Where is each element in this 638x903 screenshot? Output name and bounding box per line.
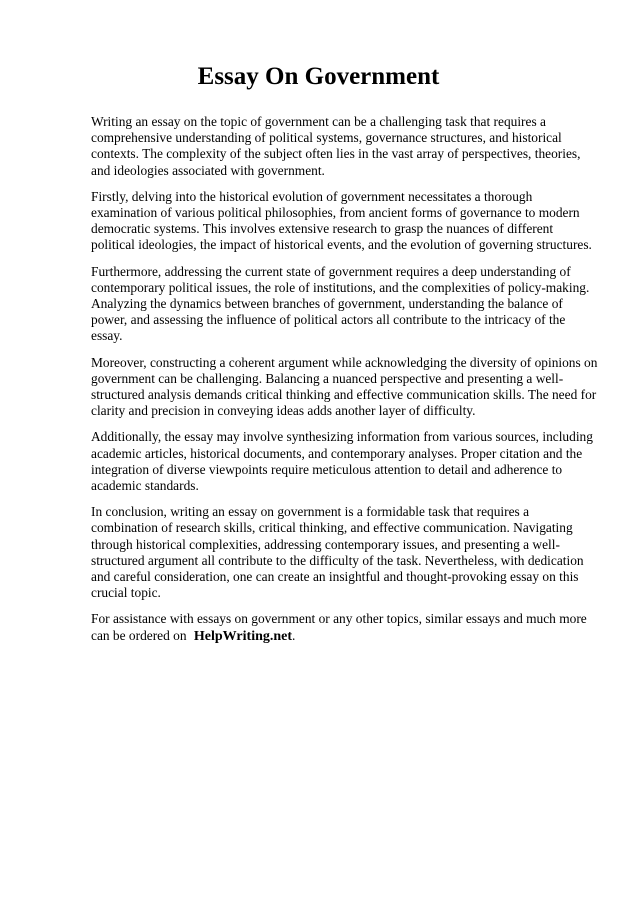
- paragraph-4: Moreover, constructing a coherent argument while acknowledging the diversity of opinions on government can be challenging. Balancing a nuanced perspective and presenting a well-structured analysis demands critical thinking and effective communication skills. The need for clarity and precision in conveying ideas adds another layer of difficulty.: [91, 354, 598, 419]
- helpwriting-link[interactable]: HelpWriting.net: [193, 628, 293, 644]
- closing-text: For assistance with essays on government or any other topics, similar essays and much more can be ordered on: [91, 611, 587, 643]
- paragraph-1: Writing an essay on the topic of government can be a challenging task that requires a comprehensive understanding of political systems, governance structures, and historical contexts. The complexity of the subject often lies in the vast array of perspectives, theories, and ideologies associated with government.: [91, 114, 581, 178]
- closing-paragraph: [91, 611, 598, 644]
- paragraph-5: Additionally, the essay may involve synthesizing information from various sources, including academic articles, historical documents, and contemporary analyses. Proper citation and the integration of diverse viewpoints require meticulous attention to detail and adherence to academic standards.: [91, 429, 593, 494]
- paragraph-6: In conclusion, writing an essay on government is a formidable task that requires a combination of research skills, critical thinking, and effective communication. Navigating through historical complexities, addressing contemporary issues, and presenting a well-structured argument all contribute to the difficulty of the task. Nevertheless, with dedication and careful consideration, one can create an insightful and thought-provoking essay on this crucial topic.: [91, 504, 584, 601]
- document-title: Essay On Government: [197, 63, 440, 90]
- paragraph-2: Firstly, delving into the historical evolution of government necessitates a thorough examination of various political philosophies, from ancient forms of governance to modern democratic systems. This involves extensive research to grasp the nuances of different political ideologies, the impact of historical events, and the evolution of governing structures.: [91, 188, 592, 253]
- closing-suffix: .: [292, 627, 296, 643]
- paragraph-3: Furthermore, addressing the current state of government requires a deep understanding of contemporary political issues, the role of institutions, and the complexities of policy-making. Analyzing the dynamics between branches of government, understanding the balance of power, and assessing the influence of political actors all contribute to the intricacy of the essay.: [91, 263, 590, 344]
